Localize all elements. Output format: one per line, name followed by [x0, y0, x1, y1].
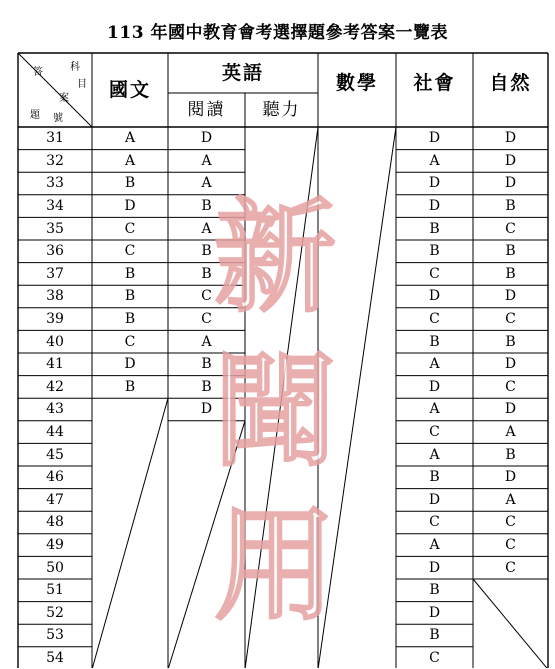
answer-science: B	[505, 198, 516, 215]
answer-social: B	[429, 220, 440, 237]
header-social: 社會	[413, 71, 456, 94]
answer-english-reading: D	[200, 130, 213, 147]
corner-label-question: 號	[53, 113, 63, 124]
header-english: 英語	[221, 61, 264, 84]
answer-science: B	[505, 446, 516, 463]
answer-english-reading: B	[201, 243, 212, 260]
header-science: 自然	[489, 71, 532, 94]
answer-english-reading: C	[201, 311, 212, 328]
answer-social: A	[429, 537, 440, 554]
answer-science: C	[505, 220, 516, 237]
answer-science: D	[504, 401, 517, 418]
corner-label-answer: 案	[59, 93, 69, 104]
question-number: 49	[46, 537, 64, 554]
answer-chinese: C	[124, 220, 136, 237]
answer-english-reading: B	[201, 356, 212, 373]
header-math: 數學	[335, 71, 378, 94]
answer-science: C	[505, 559, 516, 576]
answer-social: C	[429, 311, 440, 328]
answer-english-reading: D	[200, 401, 213, 418]
answer-science: B	[505, 333, 516, 350]
watermark	[195, 180, 355, 642]
corner-label-subject: 科	[70, 62, 80, 73]
answer-science: B	[505, 265, 516, 282]
answer-social: D	[428, 198, 441, 215]
question-number: 37	[46, 265, 64, 282]
watermark-char: 新	[214, 185, 336, 329]
answer-social: B	[429, 333, 440, 350]
question-number: 48	[46, 514, 64, 531]
page-title: 113 年國中教育會考選擇題參考答案一覽表	[107, 23, 448, 43]
answer-science: D	[504, 175, 517, 192]
question-number: 43	[46, 401, 64, 418]
answer-social: D	[428, 288, 441, 305]
question-number: 53	[46, 627, 64, 644]
header-english-reading: 閱讀	[187, 99, 226, 120]
question-number: 41	[46, 356, 64, 373]
question-number: 34	[46, 198, 64, 215]
blank-strike	[92, 398, 168, 668]
answer-social: C	[429, 650, 440, 667]
question-number: 44	[46, 424, 64, 441]
answer-social: A	[429, 356, 440, 373]
question-number: 45	[46, 446, 64, 463]
answer-social: B	[429, 582, 440, 599]
answer-chinese: B	[124, 175, 136, 192]
answer-chinese: C	[124, 243, 136, 260]
answer-chinese: B	[124, 288, 136, 305]
answer-science: C	[505, 378, 516, 395]
answer-science: D	[504, 288, 517, 305]
answer-social: A	[429, 401, 440, 418]
corner-label-answer: 答	[33, 67, 43, 78]
answer-science: B	[505, 243, 516, 260]
answer-social: A	[429, 152, 440, 169]
question-number: 40	[46, 333, 64, 350]
answer-chinese: A	[124, 152, 136, 169]
question-number: 33	[46, 175, 64, 192]
answer-science: C	[505, 514, 516, 531]
question-number: 32	[46, 152, 64, 169]
answer-english-reading: A	[201, 175, 212, 192]
question-number: 35	[46, 220, 64, 237]
header-english-listening: 聽力	[262, 99, 301, 120]
answer-social: C	[429, 424, 440, 441]
answer-english-reading: B	[201, 378, 212, 395]
answer-science: A	[505, 491, 516, 508]
answer-social: D	[428, 559, 441, 576]
question-number: 52	[46, 604, 64, 621]
answer-social: D	[428, 130, 441, 147]
answer-chinese: D	[124, 198, 136, 215]
question-number: 46	[46, 469, 64, 486]
answer-science: C	[505, 537, 516, 554]
answer-english-reading: B	[201, 265, 212, 282]
answer-social: C	[429, 265, 440, 282]
answer-social: C	[429, 514, 440, 531]
answer-chinese: C	[124, 333, 136, 350]
answer-science: D	[504, 130, 517, 147]
answer-social: D	[428, 378, 441, 395]
answer-english-reading: A	[201, 152, 212, 169]
answer-science: A	[505, 424, 516, 441]
question-number: 51	[46, 582, 64, 599]
answer-social: A	[429, 446, 440, 463]
answer-english-reading: C	[201, 288, 212, 305]
answer-english-reading: A	[201, 220, 212, 237]
answer-social: D	[428, 604, 441, 621]
answer-science: D	[504, 356, 517, 373]
answer-social: D	[428, 175, 441, 192]
blank-strike	[473, 579, 548, 668]
corner-label-question: 題	[30, 110, 40, 121]
watermark-char: 聞	[214, 339, 336, 483]
answer-science: C	[505, 311, 516, 328]
answer-chinese: A	[124, 130, 136, 147]
question-number: 47	[46, 491, 64, 508]
answer-science: D	[504, 152, 517, 169]
question-number: 36	[46, 243, 64, 260]
answer-social: B	[429, 469, 440, 486]
question-number: 38	[46, 288, 64, 305]
answer-social: D	[428, 491, 441, 508]
answer-chinese: D	[124, 356, 136, 373]
question-number: 42	[46, 378, 64, 395]
question-number: 39	[46, 311, 64, 328]
question-number: 31	[46, 130, 64, 147]
answer-social: B	[429, 243, 440, 260]
answer-social: B	[429, 627, 440, 644]
corner-label-subject: 目	[77, 79, 87, 90]
question-number: 54	[46, 650, 64, 667]
header-chinese: 國文	[108, 78, 151, 101]
question-number: 50	[46, 559, 64, 576]
answer-science: D	[504, 469, 517, 486]
answer-chinese: B	[124, 265, 136, 282]
answer-chinese: B	[124, 378, 136, 395]
answer-english-reading: A	[201, 333, 212, 350]
watermark-char: 用	[214, 493, 336, 637]
answer-english-reading: B	[201, 198, 212, 215]
answer-chinese: B	[124, 311, 136, 328]
